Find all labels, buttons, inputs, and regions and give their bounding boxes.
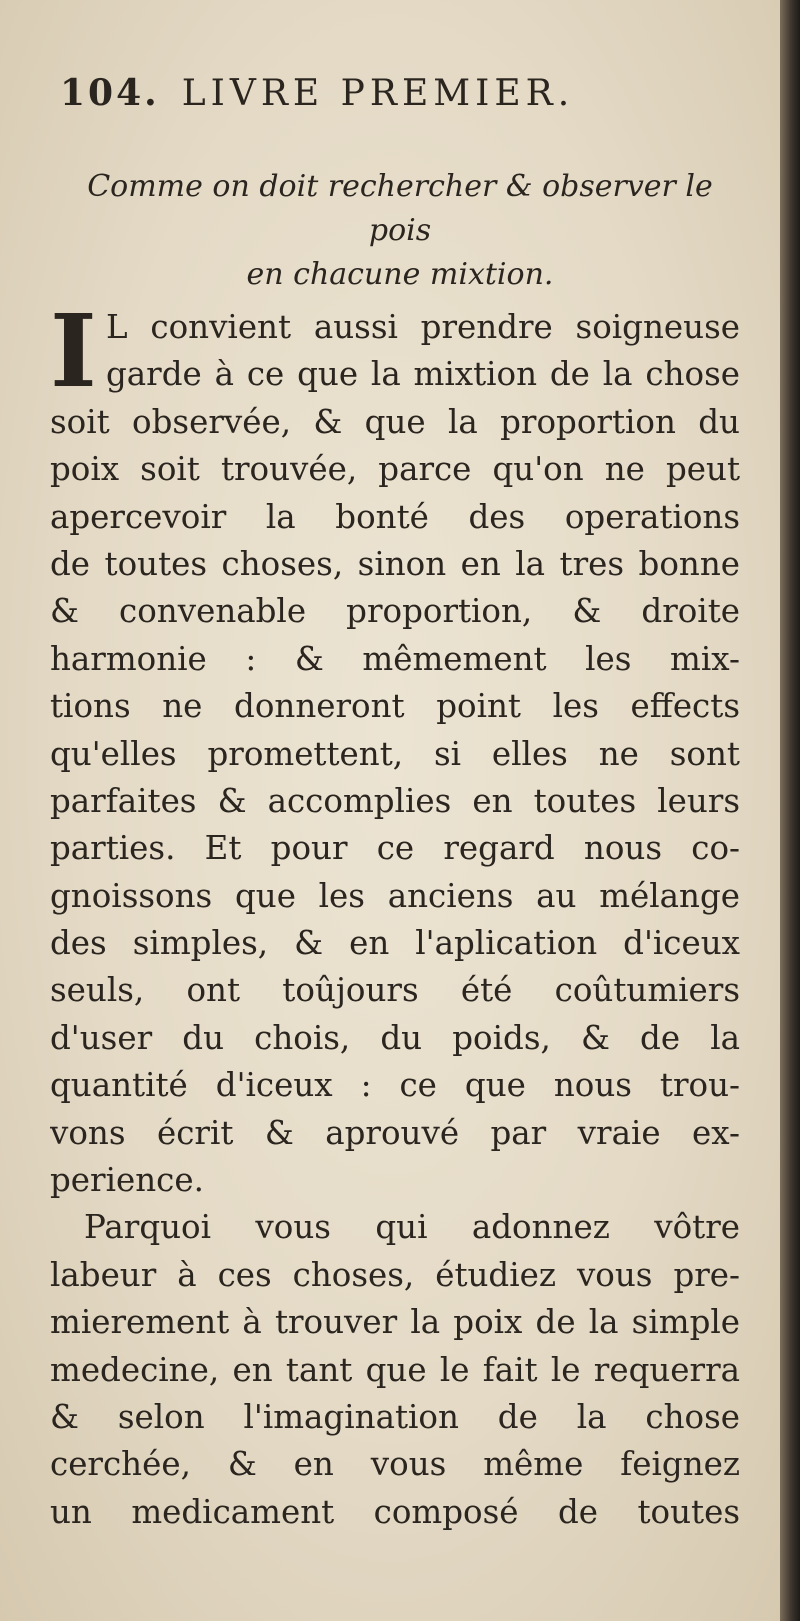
text-line: gnoissons que les anciens au mélange — [50, 876, 740, 915]
chapter-title-line-1: Comme on doit rechercher & observer le pois — [87, 169, 713, 248]
page-header — [60, 72, 760, 122]
text-line: seuls, ont toûjours été coûtumiers — [50, 971, 740, 1010]
text-line: labeur à ces choses, étudiez vous pre- — [50, 1255, 740, 1294]
text-line: quantité d'iceux : ce que nous trou- — [50, 1066, 740, 1105]
text-line: harmonie : & mêmement les mix- — [50, 639, 740, 678]
text-line: de toutes choses, sinon en la tres bonne — [50, 544, 740, 583]
text-line: d'user du chois, du poids, & de la — [50, 1018, 740, 1057]
text-line: perience. — [50, 1161, 204, 1200]
text-line: apercevoir la bonté des operations — [50, 497, 740, 536]
text-line: mierement à trouver la poix de la simple — [50, 1303, 740, 1342]
text-line: cerchée, & en vous même feignez — [50, 1445, 740, 1484]
text-line: un medicament composé de toutes — [50, 1492, 740, 1531]
book-spine-edge — [780, 0, 800, 1621]
text-line: soit observée, & que la proportion du — [50, 402, 740, 441]
body-text — [50, 292, 740, 1536]
text-line: L convient aussi prendre soigneuse — [106, 308, 740, 346]
page-number: 104. — [60, 72, 160, 114]
text-line: tions ne donneront point les effects — [50, 687, 740, 726]
text-line: & selon l'imagination de la chose — [50, 1397, 740, 1436]
text-line: garde à ce que la mixtion de la chose — [106, 355, 740, 394]
text-line: qu'elles promettent, si elles ne sont — [50, 734, 740, 773]
text-line: vons écrit & aprouvé par vraie ex- — [50, 1113, 740, 1152]
text-line: parties. Et pour ce regard nous co- — [50, 829, 740, 868]
text-line: des simples, & en l'aplication d'iceux — [50, 924, 740, 963]
text-line: medecine, en tant que le fait le requerra — [50, 1350, 740, 1389]
text-line: Parquoi vous qui adonnez vôtre — [84, 1208, 740, 1247]
text-line: & convenable proportion, & droite — [50, 592, 740, 631]
running-title: LIVRE PREMIER. — [181, 73, 575, 114]
chapter-title — [60, 165, 740, 297]
drop-cap: I — [50, 292, 97, 410]
text-line: parfaites & accomplies en toutes leurs — [50, 781, 740, 820]
text-line: poix soit trouvée, parce qu'on ne peut — [50, 450, 740, 489]
chapter-title-line-2: en chacune mixtion. — [246, 257, 554, 292]
